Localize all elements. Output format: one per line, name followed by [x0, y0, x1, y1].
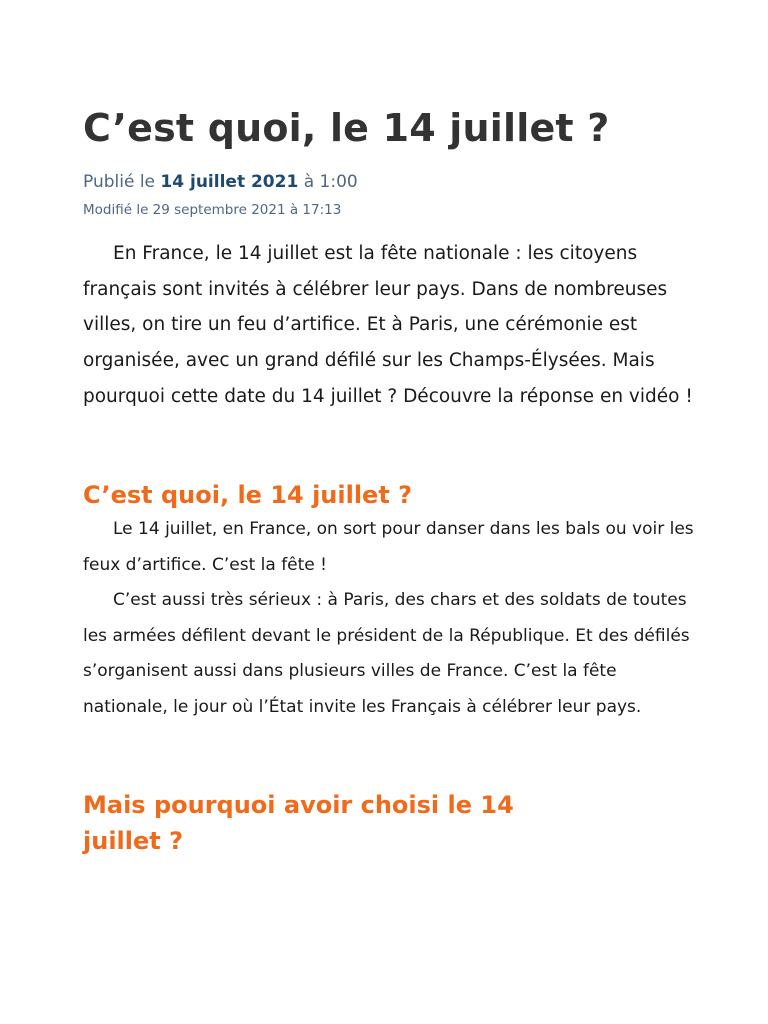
section-heading-what-is-it: C’est quoi, le 14 juillet ? — [83, 481, 413, 509]
article-title: C’est quoi, le 14 juillet ? — [83, 106, 610, 150]
published-line — [83, 172, 358, 192]
published-time: à 1:00 — [298, 172, 358, 192]
intro-paragraph: En France, le 14 juillet est la fête nationale : les citoyens français sont invités à célébrer leur pays. Dans de nombreuses villes, on tire un feu d’artifice. Et à Paris, une cérémonie est organisée, avec un grand défilé sur les Champs-Élysées. Mais pourquoi cette date du 14 juillet ? Découvre la réponse en vidéo ! — [83, 243, 693, 407]
published-prefix: Publié le — [83, 172, 161, 192]
section-heading-why-chosen: Mais pourquoi avoir choisi le 14 juillet ? — [83, 791, 514, 855]
section-paragraph: Le 14 juillet, en France, on sort pour danser dans les bals ou voir les feux d’artifice. C’est la fête ! — [83, 519, 694, 575]
published-date: 14 juillet 2021 — [160, 172, 299, 192]
section-paragraph: C’est aussi très sérieux : à Paris, des chars et des soldats de toutes les armées défilent devant le président de la République. Et des défilés s’organisent aussi dans plusieurs villes de France. C’est la fête nationale, le jour où l’État invite les Français à célébrer leur pays. — [83, 590, 690, 717]
modified-line: Modifié le 29 septembre 2021 à 17:13 — [83, 202, 342, 218]
